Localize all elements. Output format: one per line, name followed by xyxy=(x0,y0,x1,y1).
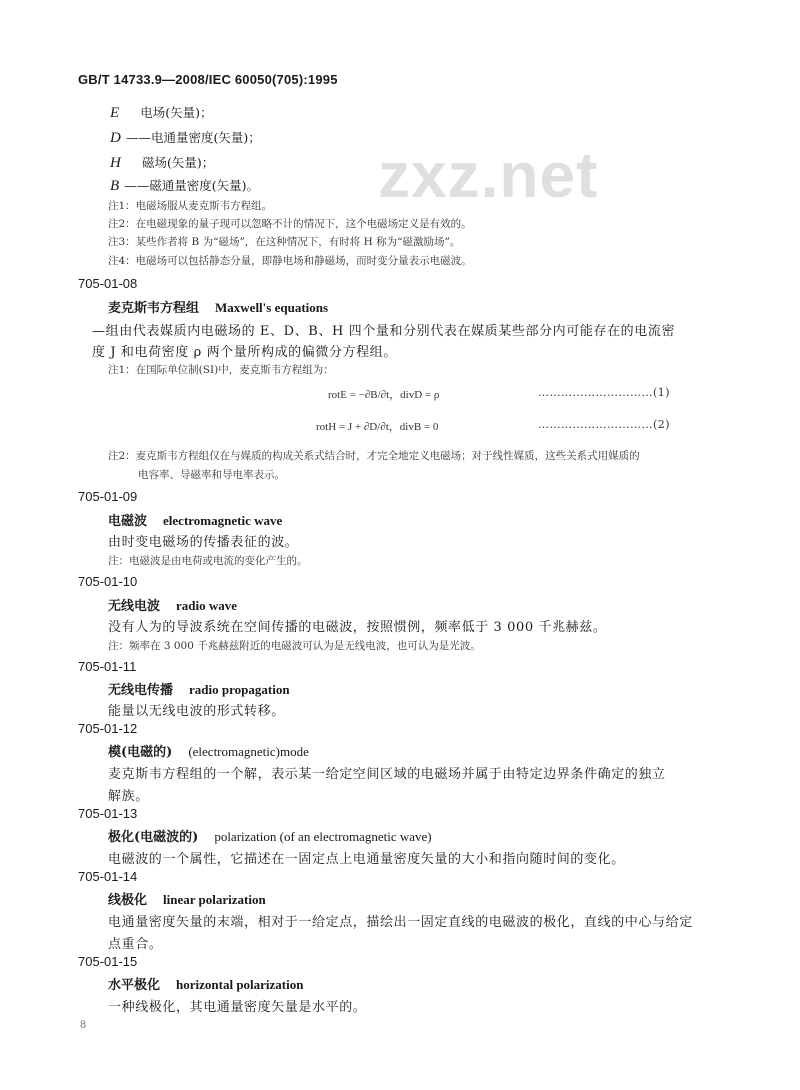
term-en: horizontal polarization xyxy=(176,977,304,992)
symbol-definition: 磁场(矢量)； xyxy=(141,155,215,170)
entry-term xyxy=(108,297,328,316)
entry-term xyxy=(108,595,237,614)
equation: rotE = −∂B/∂t，divD = ρ xyxy=(328,389,440,401)
standard-header: GB/T 14733.9—2008/IEC 60050(705):1995 xyxy=(78,72,338,87)
entry-term xyxy=(108,826,432,845)
symbol-row xyxy=(110,127,261,147)
symbol-row xyxy=(110,152,214,172)
note: 电容率、导磁率和导电率表示。 xyxy=(138,469,285,481)
symbol-row xyxy=(110,175,259,195)
symbol-definition: ——磁通量密度(矢量)。 xyxy=(124,178,260,193)
note: 注4：电磁场可以包括静态分量，即静电场和静磁场，而时变分量表示电磁波。 xyxy=(108,255,472,267)
note: 注：频率在 3 000 千兆赫兹附近的电磁波可认为是无线电波，也可认为是光波。 xyxy=(108,640,481,652)
entry-term xyxy=(108,679,290,698)
term-zh: 极化(电磁波的) xyxy=(108,830,199,845)
symbol: H xyxy=(110,155,121,171)
entry-definition: 能量以无线电波的形式转移。 xyxy=(108,704,285,719)
term-zh: 水平极化 xyxy=(108,978,161,993)
term-en: radio wave xyxy=(176,598,238,613)
entry-definition: 电磁波的一个属性，它描述在一固定点上电通量密度矢量的大小和指向随时间的变化。 xyxy=(108,852,625,867)
symbol: D xyxy=(110,130,121,146)
entry-code: 705-01-15 xyxy=(78,954,138,969)
entry-term xyxy=(108,741,309,760)
term-en: (electromagnetic)mode xyxy=(188,744,309,759)
equation-number: …………………………(2) xyxy=(538,418,671,431)
equation: rotH = J + ∂D/∂t，divB = 0 xyxy=(316,421,439,433)
entry-term xyxy=(108,974,303,993)
entry-code: 705-01-09 xyxy=(78,489,138,504)
symbol-row xyxy=(110,102,213,122)
entry-definition: 麦克斯韦方程组的一个解，表示某一给定空间区域的电磁场并属于由特定边界条件确定的独立 xyxy=(108,767,666,782)
symbol-definition: 电场(矢量)； xyxy=(140,105,213,120)
entry-definition: —组由代表媒质内电磁场的 E、D、B、H 四个量和分别代表在媒质某些部分内可能存在的电流密 xyxy=(92,324,676,339)
term-zh: 线极化 xyxy=(108,893,148,908)
entry-code: 705-01-10 xyxy=(78,574,138,589)
entry-definition: 一种线极化，其电通量密度矢量是水平的。 xyxy=(108,1000,367,1015)
term-en: radio propagation xyxy=(189,682,290,697)
note: 注1：电磁场服从麦克斯韦方程组。 xyxy=(108,200,273,212)
term-en: Maxwell's equations xyxy=(215,300,329,315)
symbol-definition: ——电通量密度(矢量)； xyxy=(125,130,261,145)
watermark-logo: zxz.net xyxy=(378,139,599,211)
entry-definition: 由时变电磁场的传播表征的波。 xyxy=(108,535,299,550)
entry-code: 705-01-08 xyxy=(78,276,138,291)
symbol: E xyxy=(110,105,120,121)
term-zh: 模(电磁的) xyxy=(108,745,173,760)
symbol: B xyxy=(110,178,120,194)
entry-code: 705-01-13 xyxy=(78,806,138,821)
note: 注：电磁波是由电荷或电流的变化产生的。 xyxy=(108,555,308,567)
term-zh: 无线电波 xyxy=(108,599,161,614)
entry-definition: 电通量密度矢量的末端，相对于一给定点，描绘出一固定直线的电磁波的极化，直线的中心与给定 xyxy=(108,915,693,930)
entry-term xyxy=(108,510,282,529)
term-en: linear polarization xyxy=(163,892,266,907)
term-en: electromagnetic wave xyxy=(163,513,283,528)
entry-code: 705-01-14 xyxy=(78,869,138,884)
term-zh: 麦克斯韦方程组 xyxy=(108,301,200,316)
note: 注2：麦克斯韦方程组仅在与媒质的构成关系式结合时，才完全地定义电磁场；对于线性媒质，这些关系式用媒质的 xyxy=(108,450,640,462)
note: 注3：某些作者将 B 为“磁场”，在这种情况下，有时将 H 称为“磁激励场”。 xyxy=(108,236,461,248)
entry-term xyxy=(108,889,266,908)
entry-definition: 点重合。 xyxy=(108,937,163,952)
term-zh: 电磁波 xyxy=(108,514,148,529)
term-en: polarization (of an electromagnetic wave) xyxy=(214,829,432,844)
entry-code: 705-01-11 xyxy=(78,659,137,674)
entry-code: 705-01-12 xyxy=(78,721,138,736)
note: 注2：在电磁现象的量子现可以忽略不计的情况下，这个电磁场定义是有效的。 xyxy=(108,218,472,230)
term-zh: 无线电传播 xyxy=(108,683,174,698)
entry-definition: 解族。 xyxy=(108,789,149,804)
note: 注1：在国际单位制(SI)中，麦克斯韦方程组为： xyxy=(108,364,334,376)
equation-number: …………………………(1) xyxy=(538,386,671,399)
entry-definition: 度 J 和电荷密度 ρ 两个量所构成的偏微分方程组。 xyxy=(92,345,397,360)
page-number: 8 xyxy=(80,1020,87,1031)
entry-definition: 没有人为的导波系统在空间传播的电磁波，按照惯例，频率低于 3 000 千兆赫兹。 xyxy=(108,620,607,635)
